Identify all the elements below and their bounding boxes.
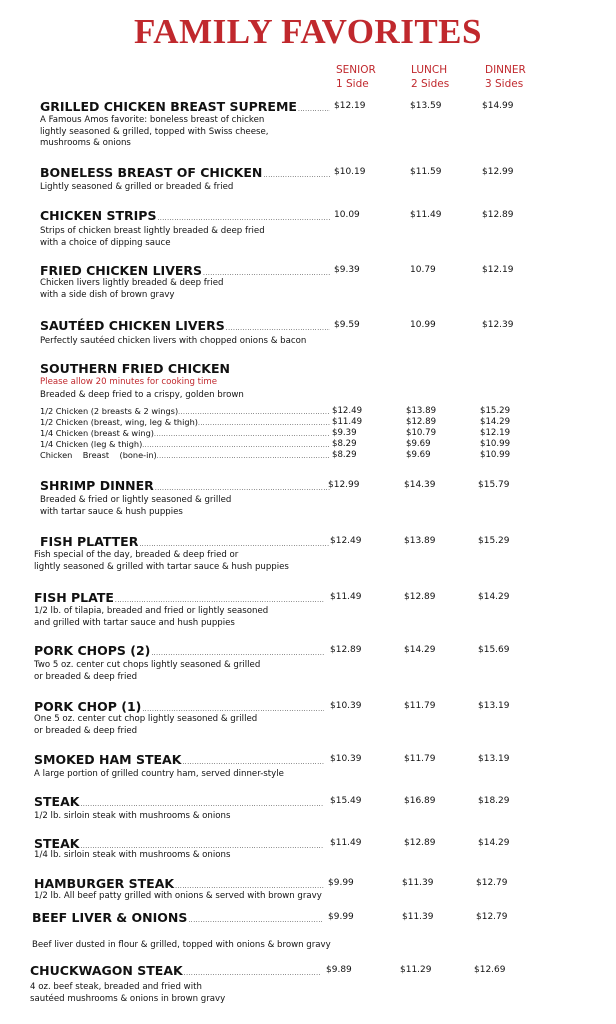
dinner-price: $10.99 xyxy=(480,439,511,449)
menu-item xyxy=(0,478,616,517)
dinner-price: $13.19 xyxy=(478,701,510,711)
sub-item xyxy=(40,428,580,439)
item-name: FRIED CHICKEN LIVERS ..... xyxy=(40,263,330,278)
lunch-price: $11.29 xyxy=(400,965,432,975)
item-description: A large portion of grilled country ham, served dinner-style xyxy=(34,769,284,779)
item-name: HAMBURGER STEAK ..... xyxy=(34,876,324,891)
item-description: Breaded & fried or lightly seasoned & grilled with tartar sauce & hush puppies xyxy=(40,495,232,517)
item-description: 1/2 lb. of tilapia, breaded and fried or lightly seasoned and grilled with tartar sauce and hush puppies xyxy=(34,606,269,628)
dinner-price: $14.29 xyxy=(478,838,510,848)
sub-item xyxy=(40,439,580,450)
senior-price: $9.39 xyxy=(334,265,360,275)
senior-price: $11.49 xyxy=(332,417,363,427)
senior-price: $10.39 xyxy=(330,754,362,764)
item-name: CHUCKWAGON STEAK ..... xyxy=(30,963,320,978)
dinner-price: $12.89 xyxy=(482,210,514,220)
sub-item-label: 1/4 Chicken (breast & wing) ..... xyxy=(40,428,330,438)
lunch-price: $12.89 xyxy=(406,417,437,427)
menu-item xyxy=(0,318,616,346)
senior-price: $9.99 xyxy=(328,912,354,922)
dinner-price: $15.29 xyxy=(480,406,511,416)
menu-item xyxy=(0,534,616,572)
dinner-price: $12.39 xyxy=(482,320,514,330)
lunch-price: $11.39 xyxy=(402,912,434,922)
menu-item xyxy=(0,361,616,460)
senior-price: $12.99 xyxy=(328,480,360,490)
dinner-price: $14.99 xyxy=(482,101,514,111)
lunch-price: $14.39 xyxy=(404,480,436,490)
lunch-price: $9.69 xyxy=(406,439,431,449)
item-description: Breaded & deep fried to a crispy, golden brown xyxy=(40,390,244,400)
column-header-dinner xyxy=(485,63,526,91)
menu-item xyxy=(0,590,616,628)
lunch-price: $16.89 xyxy=(404,796,436,806)
lunch-price: $11.39 xyxy=(402,878,434,888)
sub-item xyxy=(40,450,580,461)
item-name: FISH PLATTER ..... xyxy=(40,534,330,549)
lunch-price: 10.99 xyxy=(410,320,436,330)
menu-item xyxy=(0,99,616,148)
lunch-price: $9.69 xyxy=(406,450,431,460)
item-name: SHRIMP DINNER ..... xyxy=(40,478,330,493)
lunch-price: $13.89 xyxy=(406,406,437,416)
item-name: PORK CHOPS (2) ..... xyxy=(34,643,324,658)
item-name: STEAK ..... xyxy=(34,836,324,851)
menu-item xyxy=(0,208,616,248)
item-description: Lightly seasoned & grilled or breaded & fried xyxy=(40,182,234,192)
item-description: A Famous Amos favorite: boneless breast of chicken lightly seasoned & grilled, topped with Swiss cheese, mushrooms & onions xyxy=(40,115,269,148)
lunch-price: $11.79 xyxy=(404,701,436,711)
dinner-price: $15.69 xyxy=(478,645,510,655)
column-header-dinner-sides: 3 Sides xyxy=(485,78,524,90)
dinner-price: $14.29 xyxy=(480,417,511,427)
item-description: Perfectly sautéed chicken livers with chopped onions & bacon xyxy=(40,336,307,346)
dinner-price: $18.29 xyxy=(478,796,510,806)
dinner-price: $14.29 xyxy=(478,592,510,602)
senior-price: $9.59 xyxy=(334,320,360,330)
item-description: Chicken livers lightly breaded & deep fried with a side dish of brown gravy xyxy=(40,278,224,300)
senior-price: $12.89 xyxy=(330,645,362,655)
column-header-lunch xyxy=(411,63,449,91)
item-description: 1/2 lb. sirloin steak with mushrooms & onions xyxy=(34,811,231,821)
dinner-price: $12.79 xyxy=(476,912,508,922)
dinner-price: $15.29 xyxy=(478,536,510,546)
dinner-price: $12.69 xyxy=(474,965,506,975)
senior-price: 10.09 xyxy=(334,210,360,220)
column-header-senior-title: SENIOR xyxy=(336,64,376,76)
item-name: FISH PLATE ..... xyxy=(34,590,324,605)
sub-item xyxy=(40,406,580,417)
senior-price: $9.89 xyxy=(326,965,352,975)
sub-item-label: 1/4 Chicken (leg & thigh) ..... xyxy=(40,439,330,449)
menu-item xyxy=(0,910,616,950)
menu-item xyxy=(0,263,616,300)
item-name: PORK CHOP (1) ..... xyxy=(34,699,324,714)
menu-item xyxy=(0,836,616,860)
lunch-price: $10.79 xyxy=(406,428,437,438)
lunch-price: $12.89 xyxy=(404,592,436,602)
menu-item xyxy=(0,963,616,1004)
sub-item-label: 1/2 Chicken (2 breasts & 2 wings) ..... xyxy=(40,406,330,416)
menu-item xyxy=(0,699,616,736)
lunch-price: $11.49 xyxy=(410,210,442,220)
column-header-lunch-sides: 2 Sides xyxy=(411,78,450,90)
item-description: 1/2 lb. All beef patty grilled with onions & served with brown gravy xyxy=(34,891,322,901)
dinner-price: $12.19 xyxy=(482,265,514,275)
lunch-price: $11.79 xyxy=(404,754,436,764)
lunch-price: $13.89 xyxy=(404,536,436,546)
senior-price: $11.49 xyxy=(330,592,362,602)
column-header-senior xyxy=(336,63,376,91)
senior-price: $11.49 xyxy=(330,838,362,848)
senior-price: $12.19 xyxy=(334,101,366,111)
senior-price: $12.49 xyxy=(332,406,363,416)
lunch-price: $11.59 xyxy=(410,167,442,177)
item-name: CHICKEN STRIPS ..... xyxy=(40,208,330,223)
menu-item xyxy=(0,794,616,821)
item-description: Beef liver dusted in flour & grilled, topped with onions & brown gravy xyxy=(32,940,331,950)
lunch-price: 10.79 xyxy=(410,265,436,275)
item-name: GRILLED CHICKEN BREAST SUPREME ..... xyxy=(40,99,330,114)
item-name: SAUTÉED CHICKEN LIVERS ..... xyxy=(40,318,330,333)
senior-price: $15.49 xyxy=(330,796,362,806)
page-title: FAMILY FAVORITES xyxy=(134,12,482,51)
item-description: 4 oz. beef steak, breaded and fried with sautéed mushrooms & onions in brown gravy xyxy=(30,982,226,1004)
sub-item xyxy=(40,417,580,428)
lunch-price: $14.29 xyxy=(404,645,436,655)
item-description: Two 5 oz. center cut chops lightly seasoned & grilled or breaded & deep fried xyxy=(34,660,261,682)
item-name: BONELESS BREAST OF CHICKEN ..... xyxy=(40,165,330,180)
column-header-senior-sides: 1 Side xyxy=(336,78,369,90)
senior-price: $9.39 xyxy=(332,428,357,438)
cooking-time-note: Please allow 20 minutes for cooking time xyxy=(40,377,218,387)
column-header-dinner-title: DINNER xyxy=(485,64,526,76)
menu-item xyxy=(0,165,616,192)
sub-item-label: Chicken Breast (bone-in) ..... xyxy=(40,450,330,460)
item-description: 1/4 lb. sirloin steak with mushrooms & onions xyxy=(34,850,231,860)
senior-price: $10.19 xyxy=(334,167,366,177)
senior-price: $9.99 xyxy=(328,878,354,888)
item-name: SOUTHERN FRIED CHICKEN xyxy=(40,361,230,376)
senior-price: $8.29 xyxy=(332,439,357,449)
column-header-lunch-title: LUNCH xyxy=(411,64,448,76)
senior-price: $10.39 xyxy=(330,701,362,711)
dinner-price: $15.79 xyxy=(478,480,510,490)
dinner-price: $13.19 xyxy=(478,754,510,764)
senior-price: $8.29 xyxy=(332,450,357,460)
lunch-price: $12.89 xyxy=(404,838,436,848)
item-name: STEAK ..... xyxy=(34,794,324,809)
senior-price: $12.49 xyxy=(330,536,362,546)
menu-item xyxy=(0,752,616,779)
lunch-price: $13.59 xyxy=(410,101,442,111)
dinner-price: $12.19 xyxy=(480,428,511,438)
item-description: One 5 oz. center cut chop lightly seasoned & grilled or breaded & deep fried xyxy=(34,714,258,736)
dinner-price: $12.99 xyxy=(482,167,514,177)
menu-item xyxy=(0,876,616,901)
menu-item xyxy=(0,643,616,682)
sub-item-label: 1/2 Chicken (breast, wing, leg & thigh) ..... xyxy=(40,417,330,427)
item-name: BEEF LIVER & ONIONS ..... xyxy=(32,910,322,925)
dinner-price: $10.99 xyxy=(480,450,511,460)
item-description: Fish special of the day, breaded & deep fried or lightly seasoned & grilled with tartar sauce & hush puppies xyxy=(34,550,289,572)
item-name: SMOKED HAM STEAK ..... xyxy=(34,752,324,767)
dinner-price: $12.79 xyxy=(476,878,508,888)
item-description: Strips of chicken breast lightly breaded & deep fried with a choice of dipping sauce xyxy=(40,226,265,248)
